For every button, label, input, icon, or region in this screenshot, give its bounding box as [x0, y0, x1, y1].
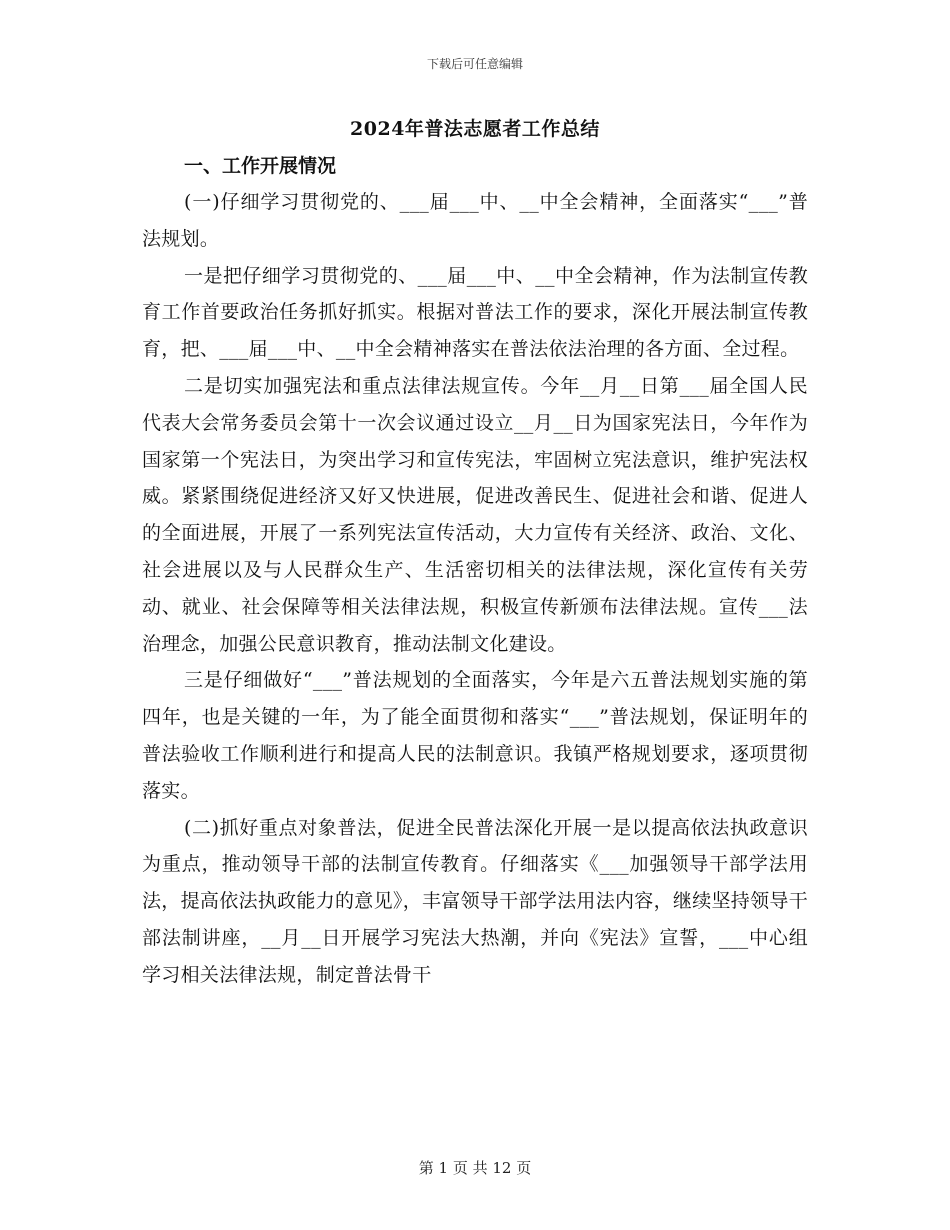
- paragraph-5: (二)抓好重点对象普法，促进全民普法深化开展一是以提高依法执政意识为重点，推动领导干部的法制宣传教育。仔细落实《___加强领导干部学法用法，提高依法执政能力的意见》，丰富领导干部学法用法内容，继续坚持领导干部法制讲座，__月__日开展学习宪法大热潮，并向《宪法》宣誓，___中心组学习相关法律法规，制定普法骨干: [142, 816, 809, 986]
- header-note: 下载后可任意编辑: [426, 57, 523, 71]
- page-footer: 第 1 页 共 12 页: [418, 1159, 532, 1177]
- paragraph-4: 三是仔细做好“___”普法规划的全面落实，今年是六五普法规划实施的第四年，也是关键的一年，为了能全面贯彻和落实“___”普法规划，保证明年的普法验收工作顺利进行和提高人民的法制意识。我镇严格规划要求，逐项贯彻落实。: [142, 669, 808, 802]
- paragraph-1: (一)仔细学习贯彻党的、___届___中、__中全会精神，全面落实“___”普法规划。: [142, 191, 808, 250]
- paragraph-2: 一是把仔细学习贯彻党的、___届___中、__中全会精神，作为法制宣传教育工作首要政治任务抓好抓实。根据对普法工作的要求，深化开展法制宣传教育，把、___届___中、__中全会精神落实在普法依法治理的各方面、全过程。: [142, 264, 808, 361]
- document-title: 2024年普法志愿者工作总结: [350, 118, 600, 140]
- document-body: [142, 148, 808, 994]
- section-heading: 一、工作开展情况: [184, 155, 337, 177]
- paragraph-3: 二是切实加强宪法和重点法律法规宣传。今年__月__日第___届全国人民代表大会常务委员会第十一次会议通过设立__月__日为国家宪法日，今年作为国家第一个宪法日，为突出学习和宣传宪法，牢固树立宪法意识，维护宪法权威。紧紧围绕促进经济又好又快进展，促进改善民生、促进社会和谐、促进人的全面进展，开展了一系列宪法宣传活动，大力宣传有关经济、政治、文化、社会进展以及与人民群众生产、生活密切相关的法律法规，深化宣传有关劳动、就业、社会保障等相关法律法规，积极宣传新颁布法律法规。宣传___法治理念，加强公民意识教育，推动法制文化建设。: [142, 374, 808, 655]
